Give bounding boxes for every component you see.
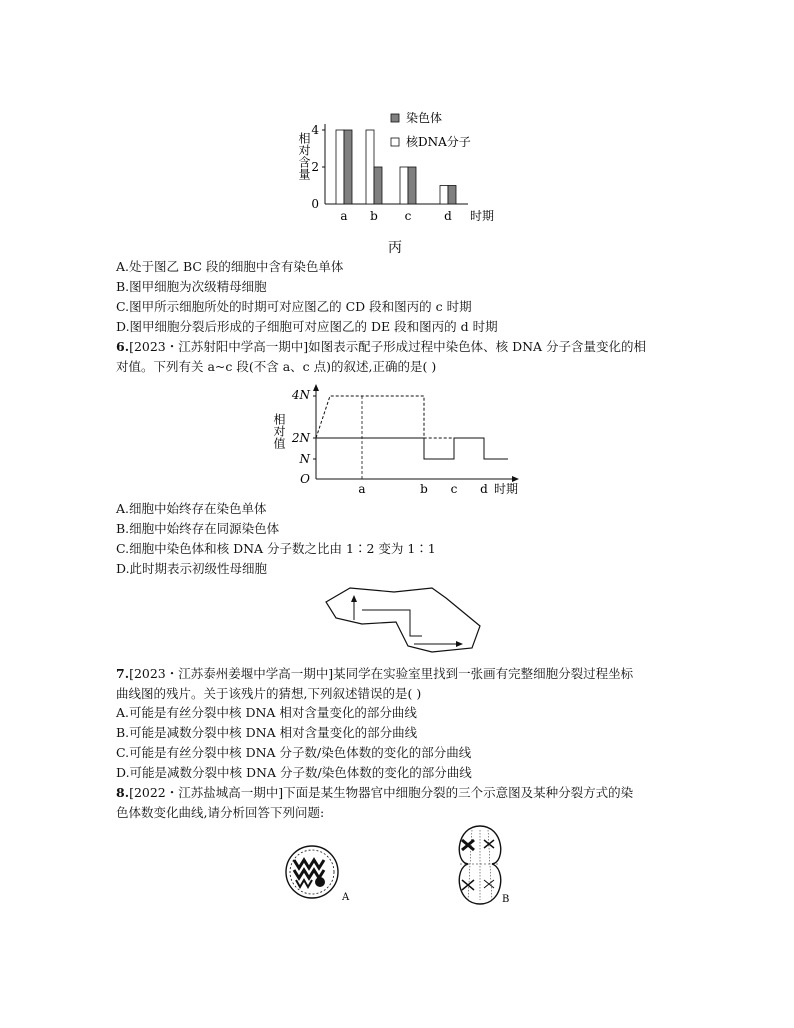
q7-number: 7. [116,666,130,681]
bar-dna-c [400,167,408,204]
bar-dna-a [336,130,344,204]
q6-option-c: C.细胞中染色体和核 DNA 分子数之比由 1∶2 变为 1∶1 [116,541,436,556]
q7-option-a: A.可能是有丝分裂中核 DNA 相对含量变化的部分曲线 [116,705,417,720]
bar-chart-bing [290,100,520,260]
y-tick-label: 0 [311,197,319,211]
x-tick-a: a [340,209,348,223]
x-tick-d: d [444,209,452,223]
q5-option-a: A.处于图乙 BC 段的细胞中含有染色单体 [116,259,344,274]
legend-swatch-dna [391,138,399,146]
y-axis-label: 相对含量 [297,132,311,180]
q7-option-d: D.可能是减数分裂中核 DNA 分子数/染色体数的变化的部分曲线 [116,765,472,780]
cell-label-b: B [502,894,510,905]
q6-stem-text1: [2023・江苏射阳中学高一期中]如图表示配子形成过程中染色体、核 DNA 分子含量变化的相 [129,339,647,354]
q7-stem-line1 [116,665,633,683]
x-axis-label: 时期 [469,209,495,223]
legend [391,110,471,149]
y-tick-4n: 4N [291,388,310,402]
q5-option-c: C.图甲所示细胞所处的时期可对应图乙的 CD 段和图丙的 c 时期 [116,299,472,314]
q8-stem-line2: 色体数变化曲线,请分析回答下列问题: [116,805,325,820]
y-tick-label: 2 [311,160,319,174]
y-tick-label: 4 [311,123,319,137]
legend-label-chromosome: 染色体 [406,111,443,125]
q6-number: 6. [116,339,130,354]
torn-graph-fragment [322,582,484,654]
q6-option-a: A.细胞中始终存在染色单体 [116,501,267,516]
legend-label-dna: 核DNA分子 [406,135,471,149]
cell-label-a: A [342,892,350,903]
q5-option-d: D.图甲细胞分裂后形成的子细胞可对应图乙的 DE 段和图丙的 d 时期 [116,319,498,334]
cell-diagram-a [284,840,354,906]
y-tick-2n: 2N [291,431,310,445]
bar-chromosome-c [408,167,416,204]
q6-stem-line1 [116,338,646,356]
q7-option-c: C.可能是有丝分裂中核 DNA 分子数/染色体数的变化的部分曲线 [116,745,472,760]
y-tick-n: N [299,452,310,466]
q7-option-b: B.可能是减数分裂中核 DNA 相对含量变化的部分曲线 [116,725,418,740]
x-tick-b: b [370,209,378,223]
x-tick-c: c [404,209,412,223]
q8-stem-text1: [2022・江苏盐城高一期中]下面是某生物器官中细胞分裂的三个示意图及某种分裂方式的染 [129,785,634,800]
bar-chromosome-b [374,167,382,204]
y-axis-arrow [313,384,319,391]
q6-option-d: D.此时期表示初级性母细胞 [116,561,268,576]
line-chart-q6 [266,383,526,498]
series-chromosome-solid [316,438,508,459]
q5-option-b: B.图甲细胞为次级精母细胞 [116,279,267,294]
q8-number: 8. [116,785,130,800]
bar-chromosome-a [344,130,352,204]
x-tick-a: a [358,482,366,496]
q8-stem-line1 [116,784,633,802]
bar-dna-d [440,186,448,205]
q7-stem-text1: [2023・江苏泰州姜堰中学高一期中]某同学在实验室里找到一张画有完整细胞分裂过程坐标 [129,666,634,681]
q6-stem-line2: 对值。下列有关 a~c 段(不含 a、c 点)的叙述,正确的是( ) [116,359,437,374]
x-tick-b: b [420,482,428,496]
series-dna-dashed [316,396,508,459]
x-tick-d: d [480,482,488,496]
q6-option-b: B.细胞中始终存在同源染色体 [116,521,280,536]
x-tick-c: c [450,482,458,496]
cell-diagram-b [452,822,518,910]
q7-stem-line2: 曲线图的残片。关于该残片的猜想,下列叙述错误的是( ) [116,686,422,701]
y-axis-label: 相对值 [272,413,286,449]
bar-chromosome-d [448,186,456,205]
chart-caption: 丙 [388,240,402,256]
legend-swatch-chromosome [391,114,399,122]
bar-dna-b [366,130,374,204]
y-tick-o: O [300,472,310,486]
x-axis-label: 时期 [493,482,519,496]
